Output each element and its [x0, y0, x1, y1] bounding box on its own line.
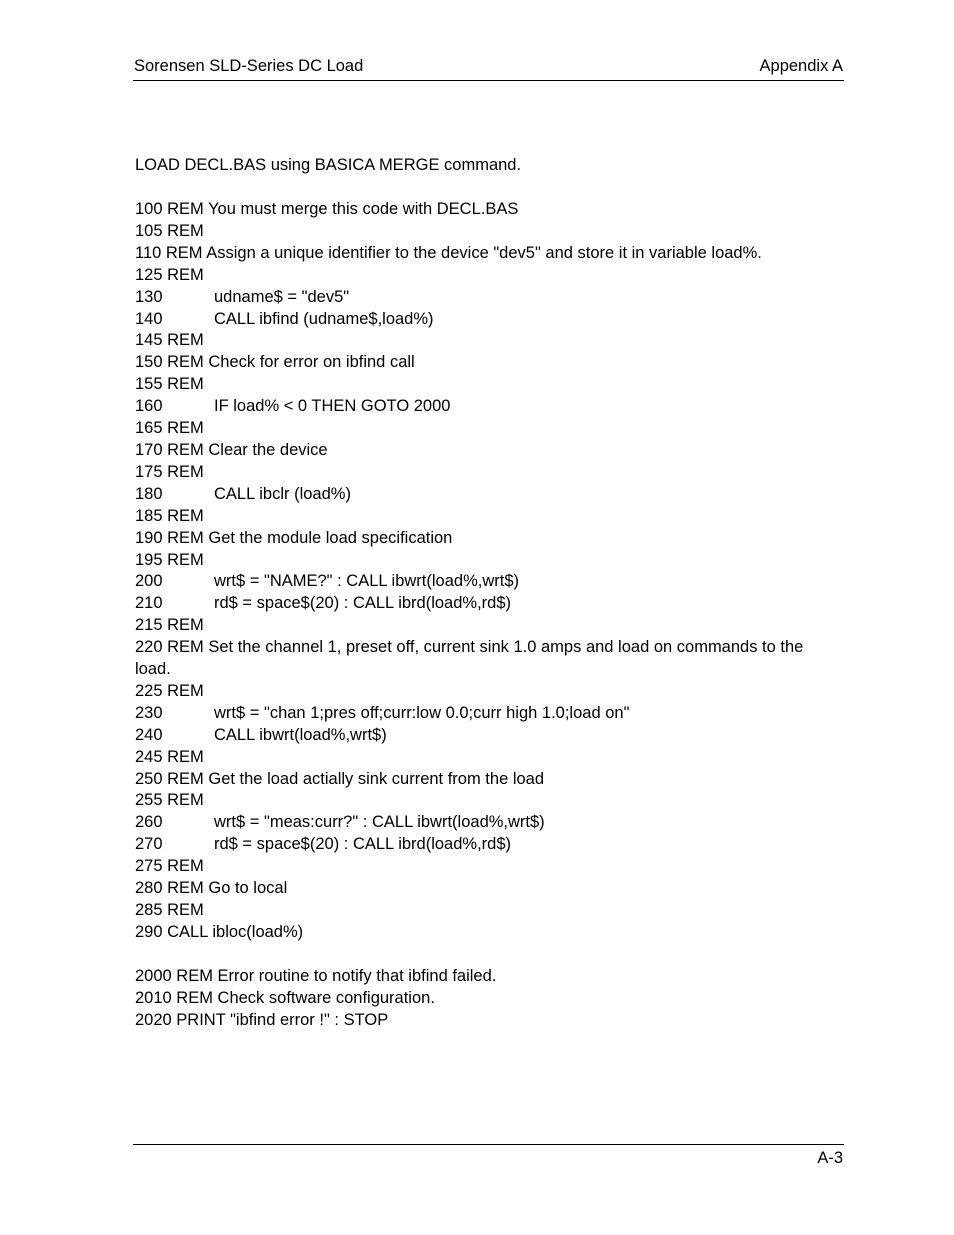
line-text: 100 REM You must merge this code with DECL.BAS: [135, 200, 519, 218]
line-number: 180: [135, 484, 163, 503]
intro-text: LOAD DECL.BAS using BASICA MERGE command.: [135, 156, 522, 174]
line-number: 160: [135, 397, 163, 416]
code-line: [135, 593, 835, 615]
page-header: [133, 57, 844, 81]
line-text: 185 REM: [135, 506, 204, 525]
code-line: [135, 812, 835, 834]
code-line: [135, 834, 835, 856]
code-listing: [135, 199, 835, 1031]
line-text: 280 REM Go to local: [135, 879, 288, 898]
line-text: 190 REM Get the module load specification: [135, 528, 453, 547]
line-text: 215 REM: [135, 616, 204, 635]
line-statement: CALL ibwrt(load%,wrt$): [214, 725, 387, 744]
code-line: [135, 637, 835, 681]
line-number: 240: [135, 725, 163, 744]
line-statement: wrt$ = "chan 1;pres off;curr:low 0.0;curr high 1.0;load on": [214, 703, 630, 722]
line-text: 245 REM: [135, 747, 204, 766]
code-line: [135, 287, 835, 309]
line-text: 175 REM: [135, 462, 204, 481]
line-number: 270: [135, 835, 163, 854]
code-line: [135, 725, 835, 747]
code-line: [135, 681, 835, 703]
line-number: 200: [135, 572, 163, 591]
line-statement: rd$ = space$(20) : CALL ibrd(load%,rd$): [214, 594, 511, 613]
code-line: [135, 703, 835, 725]
code-line: [135, 462, 835, 484]
code-line: [135, 966, 835, 988]
code-line: [135, 440, 835, 462]
code-line: [135, 243, 835, 265]
code-line: [135, 769, 835, 791]
code-line: [135, 330, 835, 352]
line-text: 2000 REM Error routine to notify that ibfind failed.: [135, 966, 497, 985]
code-line: [135, 790, 835, 812]
line-number: 230: [135, 703, 163, 722]
code-line: [135, 922, 835, 944]
line-statement: CALL ibfind (udname$,load%): [214, 309, 434, 328]
code-line: [135, 1010, 835, 1032]
line-text: 250 REM Get the load actially sink current from the load: [135, 769, 545, 788]
line-text: 155 REM: [135, 375, 204, 394]
line-text: 225 REM: [135, 681, 204, 700]
line-number: 130: [135, 287, 163, 306]
line-statement: wrt$ = "NAME?" : CALL ibwrt(load%,wrt$): [214, 572, 519, 591]
line-text: 220 REM Set the channel 1, preset off, current sink 1.0 amps and load on commands to the load.: [135, 638, 804, 679]
line-statement: CALL ibclr (load%): [214, 484, 351, 503]
code-line: [135, 528, 835, 550]
line-number: 210: [135, 594, 163, 613]
code-line: [135, 571, 835, 593]
line-text: 275 REM: [135, 857, 204, 876]
code-line: [135, 506, 835, 528]
blank-line: [135, 944, 835, 966]
line-statement: IF load% < 0 THEN GOTO 2000: [214, 397, 451, 416]
code-line: [135, 900, 835, 922]
line-text: 125 REM: [135, 265, 204, 284]
line-text: 165 REM: [135, 419, 204, 438]
line-text: 145 REM: [135, 331, 204, 350]
code-line: [135, 856, 835, 878]
line-text: 150 REM Check for error on ibfind call: [135, 353, 415, 372]
code-line: [135, 615, 835, 637]
line-statement: rd$ = space$(20) : CALL ibrd(load%,rd$): [214, 835, 511, 854]
line-text: 195 REM: [135, 550, 204, 569]
line-text: 2010 REM Check software configuration.: [135, 988, 435, 1007]
code-line: [135, 199, 835, 221]
code-line: [135, 374, 835, 396]
code-line: [135, 309, 835, 331]
code-line: [135, 396, 835, 418]
code-line: [135, 352, 835, 374]
code-line: [135, 747, 835, 769]
code-line: [135, 878, 835, 900]
code-line: [135, 418, 835, 440]
line-statement: wrt$ = "meas:curr?" : CALL ibwrt(load%,wrt$): [214, 813, 545, 832]
line-number: 140: [135, 309, 163, 328]
line-text: 2020 PRINT "ibfind error !" : STOP: [135, 1010, 389, 1029]
line-text: 285 REM: [135, 901, 204, 919]
header-section: Appendix A: [759, 57, 843, 75]
line-text: 110 REM Assign a unique identifier to the device "dev5" and store it in variable load%.: [135, 243, 762, 262]
line-text: 255 REM: [135, 791, 204, 810]
code-line: [135, 484, 835, 506]
line-number: 260: [135, 813, 163, 832]
code-line: [135, 265, 835, 287]
line-text: 290 CALL ibloc(load%): [135, 922, 304, 941]
code-line: [135, 221, 835, 243]
page-number: A-3: [817, 1149, 843, 1167]
line-text: 105 REM: [135, 221, 204, 240]
header-title: Sorensen SLD-Series DC Load: [134, 57, 364, 75]
footer-rule: [133, 1144, 844, 1145]
code-line: [135, 550, 835, 572]
code-line: [135, 988, 835, 1010]
line-text: 170 REM Clear the device: [135, 440, 328, 459]
line-statement: udname$ = "dev5": [214, 287, 350, 306]
